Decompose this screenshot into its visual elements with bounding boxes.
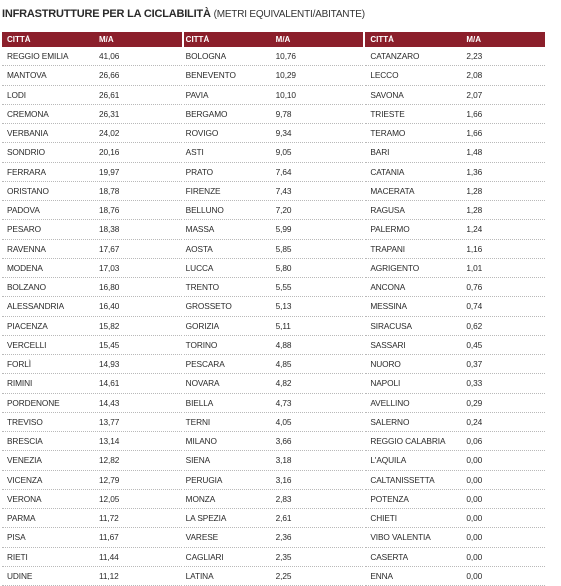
table-row (184, 278, 364, 297)
city-name: NUORO (370, 359, 401, 370)
table-header (365, 32, 545, 47)
metres-per-inhabitant: 4,73 (275, 397, 292, 408)
city-name: PAVIA (185, 89, 209, 100)
metres-per-inhabitant: 14,61 (99, 378, 120, 389)
table-row (2, 355, 182, 374)
table-column-2 (184, 32, 364, 586)
metres-per-inhabitant: 7,20 (275, 205, 292, 216)
table-row (184, 105, 364, 124)
table-row (184, 451, 364, 470)
metres-per-inhabitant: 26,66 (99, 70, 120, 81)
metres-per-inhabitant: 0,29 (466, 397, 483, 408)
table-row (2, 567, 182, 586)
metres-per-inhabitant: 9,34 (275, 128, 292, 139)
metres-per-inhabitant: 12,05 (99, 493, 120, 504)
table-row (365, 47, 545, 66)
city-name: REGGIO CALABRIA (370, 436, 446, 447)
metres-per-inhabitant: 7,64 (275, 166, 292, 177)
city-name: SALERNO (370, 416, 410, 427)
table-row (365, 163, 545, 182)
city-name: RIETI (7, 551, 28, 562)
table-row (184, 220, 364, 239)
table-row (2, 490, 182, 509)
table-row (184, 567, 364, 586)
table-row (365, 240, 545, 259)
table-row (365, 182, 545, 201)
city-name: SAVONA (370, 89, 404, 100)
city-name: FORLÌ (7, 359, 31, 370)
table-row (365, 451, 545, 470)
header-city: CITTÀ (7, 35, 31, 44)
table-row (2, 548, 182, 567)
table-column-1 (2, 32, 182, 586)
table-row (2, 528, 182, 547)
table-row (2, 86, 182, 105)
table-row (2, 471, 182, 490)
table-row (2, 432, 182, 451)
table-row (184, 336, 364, 355)
table-row (2, 220, 182, 239)
city-name: AGRIGENTO (370, 262, 420, 273)
header-value: M/A (99, 35, 114, 44)
city-name: MACERATA (370, 185, 415, 196)
metres-per-inhabitant: 0,00 (466, 532, 483, 543)
table-row (365, 528, 545, 547)
table-row (2, 451, 182, 470)
metres-per-inhabitant: 0,24 (466, 416, 483, 427)
metres-per-inhabitant: 7,43 (275, 185, 292, 196)
table-row (2, 394, 182, 413)
city-name: PESARO (7, 224, 41, 235)
city-name: VICENZA (7, 474, 43, 485)
city-name: REGGIO EMILIA (7, 51, 69, 62)
city-name: RIMINI (7, 378, 33, 389)
metres-per-inhabitant: 1,16 (466, 243, 483, 254)
table-row (365, 66, 545, 85)
table-row (2, 317, 182, 336)
city-name: ROVIGO (185, 128, 219, 139)
table-row (184, 201, 364, 220)
metres-per-inhabitant: 2,83 (275, 493, 292, 504)
metres-per-inhabitant: 16,40 (99, 301, 120, 312)
city-name: MASSA (185, 224, 215, 235)
city-name: VENEZIA (7, 455, 42, 466)
table-row (365, 143, 545, 162)
table-row (2, 240, 182, 259)
metres-per-inhabitant: 15,45 (99, 339, 120, 350)
city-name: CAGLIARI (185, 551, 224, 562)
metres-per-inhabitant: 0,00 (466, 513, 483, 524)
table-row (2, 182, 182, 201)
city-name: AVELLINO (370, 397, 410, 408)
page-title (2, 7, 365, 22)
city-name: RAGUSA (370, 205, 405, 216)
metres-per-inhabitant: 20,16 (99, 147, 120, 158)
city-name: UDINE (7, 570, 33, 581)
city-name: MANTOVA (7, 70, 47, 81)
city-name: CASERTA (370, 551, 409, 562)
table-row (365, 471, 545, 490)
table-row (184, 47, 364, 66)
metres-per-inhabitant: 5,55 (275, 282, 292, 293)
metres-per-inhabitant: 13,77 (99, 416, 120, 427)
metres-per-inhabitant: 3,18 (275, 455, 292, 466)
table-row (2, 105, 182, 124)
header-value: M/A (466, 35, 482, 44)
city-name: RAVENNA (7, 243, 46, 254)
metres-per-inhabitant: 4,05 (275, 416, 292, 427)
table-row (184, 528, 364, 547)
city-name: PISA (7, 532, 26, 543)
table-row (184, 355, 364, 374)
table-row (184, 432, 364, 451)
city-name: VERONA (7, 493, 42, 504)
table-row (365, 201, 545, 220)
table-row (2, 163, 182, 182)
metres-per-inhabitant: 14,93 (99, 359, 120, 370)
city-name: VARESE (185, 532, 219, 543)
city-name: PERUGIA (185, 474, 223, 485)
table-row (184, 490, 364, 509)
table-row (184, 548, 364, 567)
metres-per-inhabitant: 18,38 (99, 224, 120, 235)
table-row (2, 336, 182, 355)
city-name: MONZA (185, 493, 216, 504)
table-row (365, 105, 545, 124)
metres-per-inhabitant: 2,61 (275, 513, 292, 524)
city-name: TRENTO (185, 282, 220, 293)
metres-per-inhabitant: 10,10 (275, 89, 296, 100)
table-row (365, 567, 545, 586)
metres-per-inhabitant: 0,00 (466, 551, 483, 562)
metres-per-inhabitant: 24,02 (99, 128, 120, 139)
table-row (365, 336, 545, 355)
metres-per-inhabitant: 18,78 (99, 185, 120, 196)
metres-per-inhabitant: 2,23 (466, 51, 483, 62)
metres-per-inhabitant: 14,43 (99, 397, 120, 408)
city-name: LODI (7, 89, 26, 100)
city-name: ANCONA (370, 282, 406, 293)
city-name: CATANIA (370, 166, 405, 177)
city-name: SASSARI (370, 339, 406, 350)
city-name: LATINA (185, 570, 214, 581)
table-header (2, 32, 182, 47)
city-name: PORDENONE (7, 397, 60, 408)
city-name: BELLUNO (185, 205, 224, 216)
table-row (184, 471, 364, 490)
metres-per-inhabitant: 0,00 (466, 493, 483, 504)
metres-per-inhabitant: 2,08 (466, 70, 483, 81)
title-main: INFRASTRUTTURE PER LA CICLABILITÀ (2, 8, 211, 20)
header-city: CITTÀ (185, 35, 210, 44)
city-name: CATANZARO (370, 51, 420, 62)
city-name: PRATO (185, 166, 213, 177)
city-name: BRESCIA (7, 436, 43, 447)
city-name: ORISTANO (7, 185, 49, 196)
city-name: BIELLA (185, 397, 214, 408)
table-row (2, 201, 182, 220)
city-name: SONDRIO (7, 147, 46, 158)
metres-per-inhabitant: 1,24 (466, 224, 483, 235)
metres-per-inhabitant: 18,76 (99, 205, 120, 216)
metres-per-inhabitant: 2,25 (275, 570, 292, 581)
table-row (2, 66, 182, 85)
city-name: ENNA (370, 570, 393, 581)
metres-per-inhabitant: 2,36 (275, 532, 292, 543)
metres-per-inhabitant: 2,35 (275, 551, 292, 562)
metres-per-inhabitant: 11,44 (99, 551, 119, 562)
city-name: TORINO (185, 339, 218, 350)
table-row (365, 509, 545, 528)
table-row (2, 259, 182, 278)
table-row (365, 355, 545, 374)
metres-per-inhabitant: 0,33 (466, 378, 483, 389)
city-name: PESCARA (185, 359, 225, 370)
metres-per-inhabitant: 1,28 (466, 205, 483, 216)
city-name: TERNI (185, 416, 211, 427)
table-row (365, 394, 545, 413)
table-row (184, 143, 364, 162)
metres-per-inhabitant: 11,67 (99, 532, 119, 543)
table-row (184, 297, 364, 316)
metres-per-inhabitant: 0,37 (466, 359, 483, 370)
metres-per-inhabitant: 1,66 (466, 108, 483, 119)
table-header (184, 32, 364, 47)
table-row (365, 220, 545, 239)
city-name: ALESSANDRIA (7, 301, 64, 312)
metres-per-inhabitant: 41,06 (99, 51, 120, 62)
metres-per-inhabitant: 12,79 (99, 474, 120, 485)
metres-per-inhabitant: 5,85 (275, 243, 292, 254)
table-row (365, 413, 545, 432)
metres-per-inhabitant: 15,82 (99, 320, 120, 331)
metres-per-inhabitant: 16,80 (99, 282, 120, 293)
table-row (2, 47, 182, 66)
city-name: VIBO VALENTIA (370, 532, 431, 543)
metres-per-inhabitant: 26,31 (99, 108, 120, 119)
city-name: NAPOLI (370, 378, 401, 389)
city-name: LA SPEZIA (185, 513, 227, 524)
city-name: BARI (370, 147, 390, 158)
table-row (365, 548, 545, 567)
table-row (365, 86, 545, 105)
table-row (365, 490, 545, 509)
table-row (184, 317, 364, 336)
city-name: FERRARA (7, 166, 46, 177)
table-row (365, 374, 545, 393)
table-row (184, 86, 364, 105)
metres-per-inhabitant: 0,00 (466, 570, 483, 581)
metres-per-inhabitant: 1,36 (466, 166, 483, 177)
table-row (184, 182, 364, 201)
metres-per-inhabitant: 0,06 (466, 436, 483, 447)
table-row (2, 297, 182, 316)
city-name: CALTANISSETTA (370, 474, 435, 485)
metres-per-inhabitant: 2,07 (466, 89, 483, 100)
metres-per-inhabitant: 10,76 (275, 51, 296, 62)
metres-per-inhabitant: 10,29 (275, 70, 296, 81)
metres-per-inhabitant: 26,61 (99, 89, 120, 100)
header-value: M/A (275, 35, 291, 44)
table-row (184, 163, 364, 182)
metres-per-inhabitant: 9,05 (275, 147, 292, 158)
metres-per-inhabitant: 5,13 (275, 301, 292, 312)
city-name: LUCCA (185, 262, 214, 273)
metres-per-inhabitant: 1,28 (466, 185, 483, 196)
metres-per-inhabitant: 5,11 (275, 320, 291, 331)
metres-per-inhabitant: 0,00 (466, 455, 483, 466)
metres-per-inhabitant: 1,48 (466, 147, 483, 158)
table-row (2, 124, 182, 143)
metres-per-inhabitant: 5,80 (275, 262, 292, 273)
city-name: CHIETI (370, 513, 397, 524)
city-name: BENEVENTO (185, 70, 236, 81)
city-name: VERBANIA (7, 128, 49, 139)
metres-per-inhabitant: 4,88 (275, 339, 292, 350)
table-row (365, 317, 545, 336)
metres-per-inhabitant: 5,99 (275, 224, 292, 235)
metres-per-inhabitant: 3,16 (275, 474, 292, 485)
city-name: PARMA (7, 513, 36, 524)
city-name: TERAMO (370, 128, 406, 139)
table-row (184, 413, 364, 432)
city-name: ASTI (185, 147, 204, 158)
city-name: VERCELLI (7, 339, 47, 350)
city-name: CREMONA (7, 108, 49, 119)
city-name: NOVARA (185, 378, 220, 389)
header-city: CITTÀ (370, 35, 394, 44)
metres-per-inhabitant: 9,78 (275, 108, 292, 119)
metres-per-inhabitant: 3,66 (275, 436, 292, 447)
city-name: MODENA (7, 262, 43, 273)
table-row (365, 432, 545, 451)
metres-per-inhabitant: 0,74 (466, 301, 483, 312)
city-name: AOSTA (185, 243, 213, 254)
city-name: MILANO (185, 436, 217, 447)
table-row (184, 66, 364, 85)
table-row (365, 297, 545, 316)
city-name: L'AQUILA (370, 455, 407, 466)
table-row (365, 259, 545, 278)
metres-per-inhabitant: 4,85 (275, 359, 292, 370)
metres-per-inhabitant: 12,82 (99, 455, 120, 466)
metres-per-inhabitant: 11,72 (99, 513, 119, 524)
table-row (184, 259, 364, 278)
table-row (365, 124, 545, 143)
metres-per-inhabitant: 0,76 (466, 282, 483, 293)
table-row (184, 509, 364, 528)
metres-per-inhabitant: 0,45 (466, 339, 483, 350)
title-subtitle: (METRI EQUIVALENTI/ABITANTE) (213, 9, 365, 20)
metres-per-inhabitant: 17,67 (99, 243, 120, 254)
city-name: TRIESTE (370, 108, 405, 119)
metres-per-inhabitant: 17,03 (99, 262, 120, 273)
metres-per-inhabitant: 1,66 (466, 128, 483, 139)
city-name: PIACENZA (7, 320, 48, 331)
city-name: FIRENZE (185, 185, 221, 196)
table-row (2, 413, 182, 432)
metres-per-inhabitant: 0,00 (466, 474, 483, 485)
table-row (2, 509, 182, 528)
city-name: PADOVA (7, 205, 40, 216)
city-name: LECCO (370, 70, 399, 81)
city-name: BERGAMO (185, 108, 228, 119)
table-row (184, 240, 364, 259)
city-name: PALERMO (370, 224, 410, 235)
table-row (2, 374, 182, 393)
table-row (2, 143, 182, 162)
metres-per-inhabitant: 13,14 (99, 436, 120, 447)
table-row (184, 394, 364, 413)
city-name: SIRACUSA (370, 320, 412, 331)
cycling-infrastructure-table (2, 32, 545, 586)
metres-per-inhabitant: 4,82 (275, 378, 292, 389)
metres-per-inhabitant: 1,01 (466, 262, 483, 273)
city-name: MESSINA (370, 301, 407, 312)
metres-per-inhabitant: 19,97 (99, 166, 120, 177)
table-row (365, 278, 545, 297)
table-row (2, 278, 182, 297)
city-name: GORIZIA (185, 320, 220, 331)
city-name: POTENZA (370, 493, 409, 504)
city-name: SIENA (185, 455, 211, 466)
metres-per-inhabitant: 0,62 (466, 320, 483, 331)
table-row (184, 124, 364, 143)
table-column-3 (365, 32, 545, 586)
city-name: TRAPANI (370, 243, 405, 254)
table-columns (2, 32, 545, 586)
city-name: GROSSETO (185, 301, 232, 312)
table-row (184, 374, 364, 393)
city-name: TREVISO (7, 416, 43, 427)
city-name: BOLOGNA (185, 51, 227, 62)
metres-per-inhabitant: 11,12 (99, 570, 119, 581)
city-name: BOLZANO (7, 282, 46, 293)
